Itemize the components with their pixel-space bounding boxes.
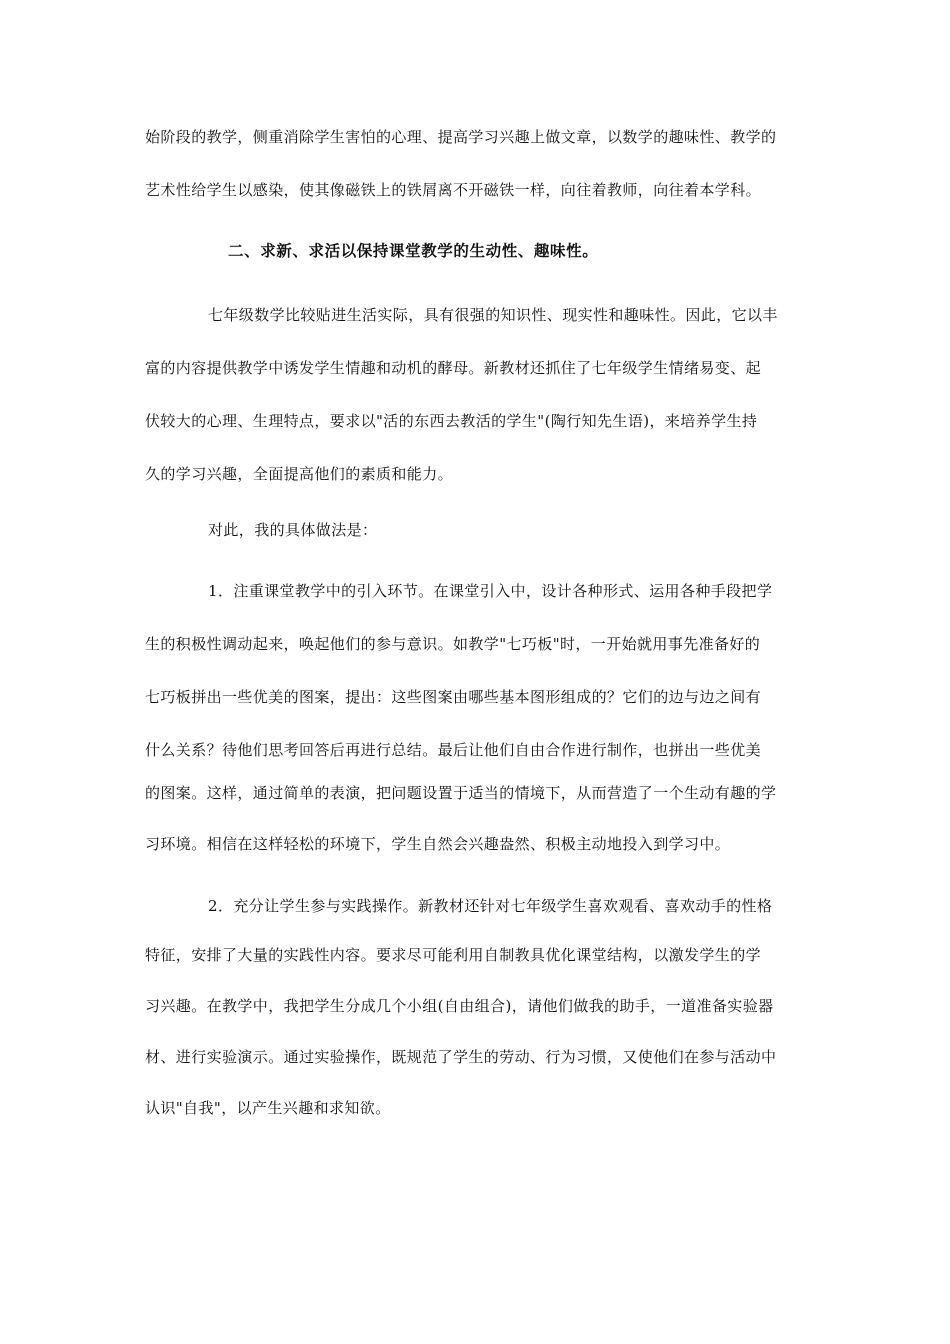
paragraph-line: 伏较大的心理、生理特点，要求以"活的东西去教活的学生"(陶行知先生语)，来培养学生持 — [145, 412, 758, 430]
paragraph-line: 特征，安排了大量的实践性内容。要求尽可能利用自制教具优化课堂结构，以激发学生的学 — [145, 946, 762, 964]
paragraph-line: 的图案。这样，通过简单的表演，把问题设置于适当的情境下，从而营造了一个生动有趣的学 — [145, 784, 777, 802]
paragraph-line: 习环境。相信在这样轻松的环境下，学生自然会兴趣盎然、积极主动地投入到学习中。 — [145, 835, 731, 853]
paragraph-line: 始阶段的教学，侧重消除学生害怕的心理、提高学习兴趣上做文章，以数学的趣味性、教学的 — [145, 128, 777, 146]
paragraph-line: 久的学习兴趣，全面提高他们的素质和能力。 — [145, 465, 454, 483]
paragraph-line: 1．注重课堂教学中的引入环节。在课堂引入中，设计各种形式、运用各种手段把学 — [208, 582, 773, 600]
section-heading: 二、求新、求活以保持课堂教学的生动性、趣味性。 — [228, 241, 599, 260]
paragraph-line: 习兴趣。在教学中，我把学生分成几个小组(自由组合)，请他们做我的助手，一道准备实验器 — [145, 997, 774, 1015]
paragraph-line: 艺术性给学生以感染，使其像磁铁上的铁屑离不开磁铁一样，向往着教师，向往着本学科。 — [145, 181, 762, 199]
paragraph-line: 2．充分让学生参与实践操作。新教材还针对七年级学生喜欢观看、喜欢动手的性格 — [208, 897, 773, 915]
paragraph-line: 对此，我的具体做法是： — [208, 521, 378, 539]
paragraph-line: 富的内容提供教学中诱发学生情趣和动机的酵母。新教材还抓住了七年级学生情绪易变、起 — [145, 359, 762, 377]
paragraph-line: 什么关系？待他们思考回答后再进行总结。最后让他们自由合作进行制作，也拼出一些优美 — [145, 741, 762, 759]
paragraph-line: 材、进行实验演示。通过实验操作，既规范了学生的劳动、行为习惯，又使他们在参与活动中 — [145, 1048, 777, 1066]
paragraph-line: 认识"自我"，以产生兴趣和求知欲。 — [145, 1099, 391, 1117]
paragraph-line: 生的积极性调动起来，唤起他们的参与意识。如教学"七巧板"时，一开始就用事先准备好的 — [145, 635, 761, 653]
paragraph-line: 七巧板拼出一些优美的图案，提出：这些图案由哪些基本图形组成的？它们的边与边之间有 — [145, 688, 762, 706]
paragraph-line: 七年级数学比较贴进生活实际，具有很强的知识性、现实性和趣味性。因此，它以丰 — [208, 306, 778, 324]
